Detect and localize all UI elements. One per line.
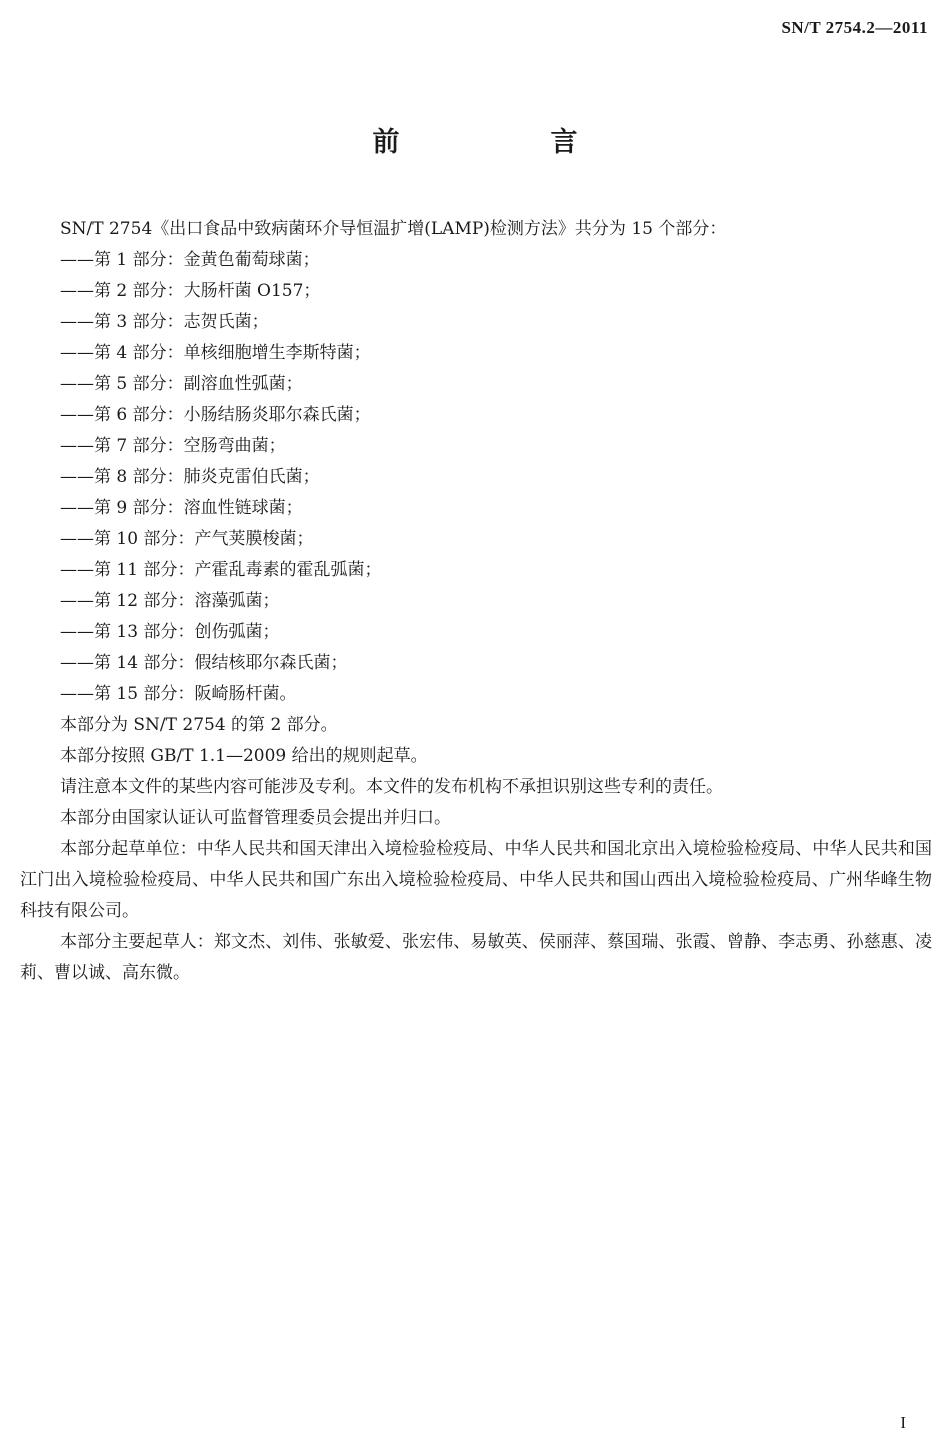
- intro-paragraph: SN/T 2754《出口食品中致病菌环介导恒温扩增(LAMP)检测方法》共分为 15 个部分：: [60, 219, 727, 239]
- list-item: ——第 3 部分：志贺氏菌；: [60, 312, 269, 332]
- list-item: ——第 8 部分：肺炎克雷伯氏菌；: [60, 467, 320, 487]
- parts-list: [20, 245, 932, 710]
- list-item: ——第 1 部分：金黄色葡萄球菌；: [60, 250, 320, 270]
- list-item: ——第 2 部分：大肠杆菌 O157；: [60, 281, 321, 301]
- list-item: ——第 5 部分：副溶血性弧菌；: [60, 374, 303, 394]
- page-title: 前 言: [372, 127, 640, 158]
- paragraph-proposer: 本部分由国家认证认可监督管理委员会提出并归口。: [60, 808, 451, 828]
- list-item: ——第 4 部分：单核细胞增生李斯特菌；: [60, 343, 371, 363]
- paragraph-part-number: 本部分为 SN/T 2754 的第 2 部分。: [60, 715, 338, 735]
- paragraph-drafting-units: 本部分起草单位：中华人民共和国天津出入境检验检疫局、中华人民共和国北京出入境检验检疫局、中华人民共和国江门出入境检验检疫局、中华人民共和国广东出入境检验检疫局、中华人民共和国山西出入境检验检疫局、广州华峰生物科技有限公司。: [20, 839, 932, 921]
- list-item: ——第 10 部分：产气荚膜梭菌；: [60, 529, 314, 549]
- paragraph-patent-notice: 请注意本文件的某些内容可能涉及专利。本文件的发布机构不承担识别这些专利的责任。: [60, 777, 723, 797]
- page-number: I: [900, 1413, 906, 1432]
- paragraph-drafting-rules: 本部分按照 GB/T 1.1—2009 给出的规则起草。: [60, 746, 428, 766]
- list-item: ——第 13 部分：创伤弧菌；: [60, 622, 280, 642]
- list-item: ——第 14 部分：假结核耶尔森氏菌；: [60, 653, 348, 673]
- list-item: ——第 12 部分：溶藻弧菌；: [60, 591, 280, 611]
- list-item: ——第 9 部分：溶血性链球菌；: [60, 498, 303, 518]
- list-item: ——第 6 部分：小肠结肠炎耶尔森氏菌；: [60, 405, 371, 425]
- list-item: ——第 11 部分：产霍乱毒素的霍乱弧菌；: [60, 560, 382, 580]
- foreword-body: [20, 214, 932, 989]
- standard-code: SN/T 2754.2—2011: [781, 18, 928, 37]
- list-item: ——第 15 部分：阪崎肠杆菌。: [60, 684, 297, 704]
- paragraph-drafters: 本部分主要起草人：郑文杰、刘伟、张敏爱、张宏伟、易敏英、侯丽萍、蔡国瑞、张霞、曾静、李志勇、孙慈惠、凌莉、曹以诚、高东微。: [20, 932, 932, 983]
- list-item: ——第 7 部分：空肠弯曲菌；: [60, 436, 286, 456]
